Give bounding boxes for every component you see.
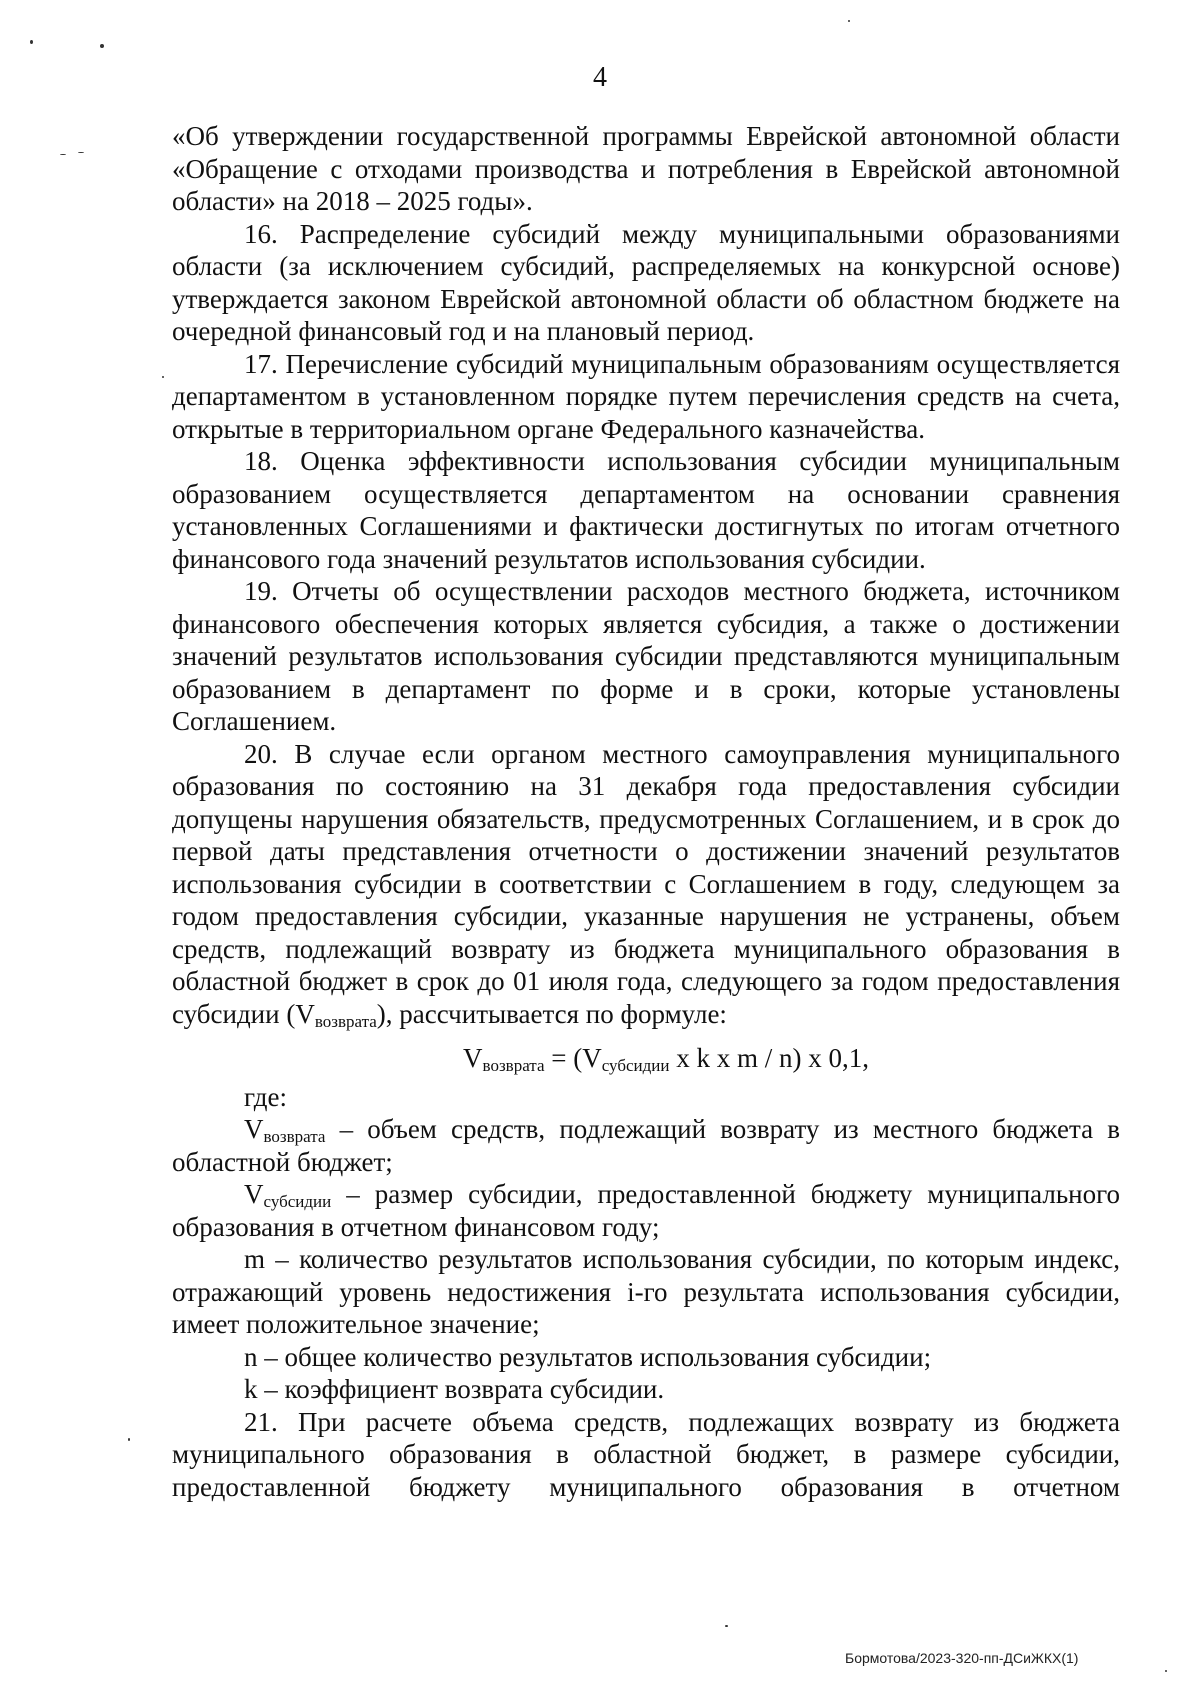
paragraph-17: 17. Перечисление субсидий муниципальным образованиям осуществляется департаментом в установленном порядке путем перечисления средств на счета, открытые в территориальном органе Федерального казначейства. [172, 348, 1120, 444]
document-reference: Бормотова/2023-320-пп-ДСиЖКХ(1) [845, 1650, 1079, 1666]
scan-speck [100, 44, 104, 48]
paragraph-21: 21. При расчете объема средств, подлежащих возврату из бюджета муниципального образования в областной бюджет, в размере субсидии, предоставленной бюджету муниципального образования в отчетном [172, 1406, 1120, 1502]
paragraph-20-tail: ), рассчитывается по формуле: [376, 998, 727, 1029]
formula-lhs-symbol: V [463, 1043, 483, 1073]
scan-speck [848, 20, 850, 22]
paragraph-continuation: «Об утверждении государственной программы Еврейской автономной области «Обращение с отходами производства и потребления в Еврейской автономной области» на 2018 – 2025 годы». [172, 121, 1120, 216]
definition-n: n – общее количество результатов использования субсидии; [244, 1341, 932, 1372]
def-v-return-text: – объем средств, подлежащий возврату из местного бюджета в областной бюджет; [172, 1114, 1120, 1177]
paragraph-19: 19. Отчеты об осуществлении расходов местного бюджета, источником финансового обеспечения которых является субсидия, а также о достижении значений результатов использования субсидии представляются муниципальным образованием в департамент по форме и в сроки, которые установлены Соглашением. [172, 576, 1120, 736]
paragraph-20-text: 20. В случае если органом местного самоуправления муниципального образования по состоянию на 31 декабря года предоставления субсидии допущены нарушения обязательств, предусмотренных Соглашением, и в срок до первой даты представления отчетности о достижении значений результатов использования субсидии в соответствии с Соглашением в году, следующем за годом предоставления субсидии, указанные нарушения не устранены, объем средств, подлежащий возврату из бюджета муниципального образования в областной бюджет в срок до 01 июля года, следующего за годом предоставления субсидии (V [172, 738, 1120, 1029]
def-v-return-symbol: V [244, 1114, 264, 1144]
def-v-subsidy-subscript: субсидии [263, 1192, 332, 1211]
scan-speck [60, 154, 66, 155]
definition-v-return [172, 1113, 1120, 1178]
definition-m: m – количество результатов использования субсидии, по которым индекс, отражающий уровень недостижения i-го результата использования субсидии, имеет положительное значение; [172, 1244, 1120, 1339]
formula-rhs-tail: x k x m / n) x 0,1, [669, 1043, 869, 1073]
formula-lhs-subscript: возврата [482, 1056, 545, 1075]
where-label: где: [244, 1081, 287, 1112]
scan-speck [1165, 1670, 1167, 1672]
formula-equals: = ( [544, 1043, 583, 1073]
scan-speck [725, 1625, 728, 1627]
formula-rhs-symbol: V [582, 1043, 602, 1073]
definition-k: k – коэффициент возврата субсидии. [244, 1374, 665, 1404]
scan-speck [128, 1438, 130, 1441]
document-body [172, 120, 1120, 1503]
scan-speck [30, 40, 33, 44]
def-v-subsidy-text: – размер субсидии, предоставленной бюджету муниципального образования в отчетном финансовом году; [172, 1179, 1120, 1242]
v-return-subscript: возврата [314, 1011, 377, 1031]
scan-speck [162, 376, 164, 378]
page-number: 4 [593, 62, 607, 93]
formula-rhs-subscript: субсидии [601, 1056, 670, 1075]
paragraph-16: 16. Распределение субсидий между муниципальными образованиями области (за исключением субсидий, распределяемых на конкурсной основе) утверждается законом Еврейской автономной области об областном бюджете на очередной финансовый год и на плановый период. [172, 218, 1120, 346]
definition-v-subsidy [172, 1178, 1120, 1243]
def-v-subsidy-symbol: V [244, 1179, 264, 1209]
paragraph-20 [172, 738, 1120, 1031]
def-v-return-subscript: возврата [263, 1127, 326, 1146]
paragraph-18: 18. Оценка эффективности использования субсидии муниципальным образованием осуществляется департаментом на основании сравнения установленных Соглашениями и фактически достигнутых по итогам отчетного финансового года значений результатов использования субсидии. [172, 446, 1120, 574]
return-formula [172, 1042, 1120, 1075]
scan-speck [78, 152, 84, 153]
